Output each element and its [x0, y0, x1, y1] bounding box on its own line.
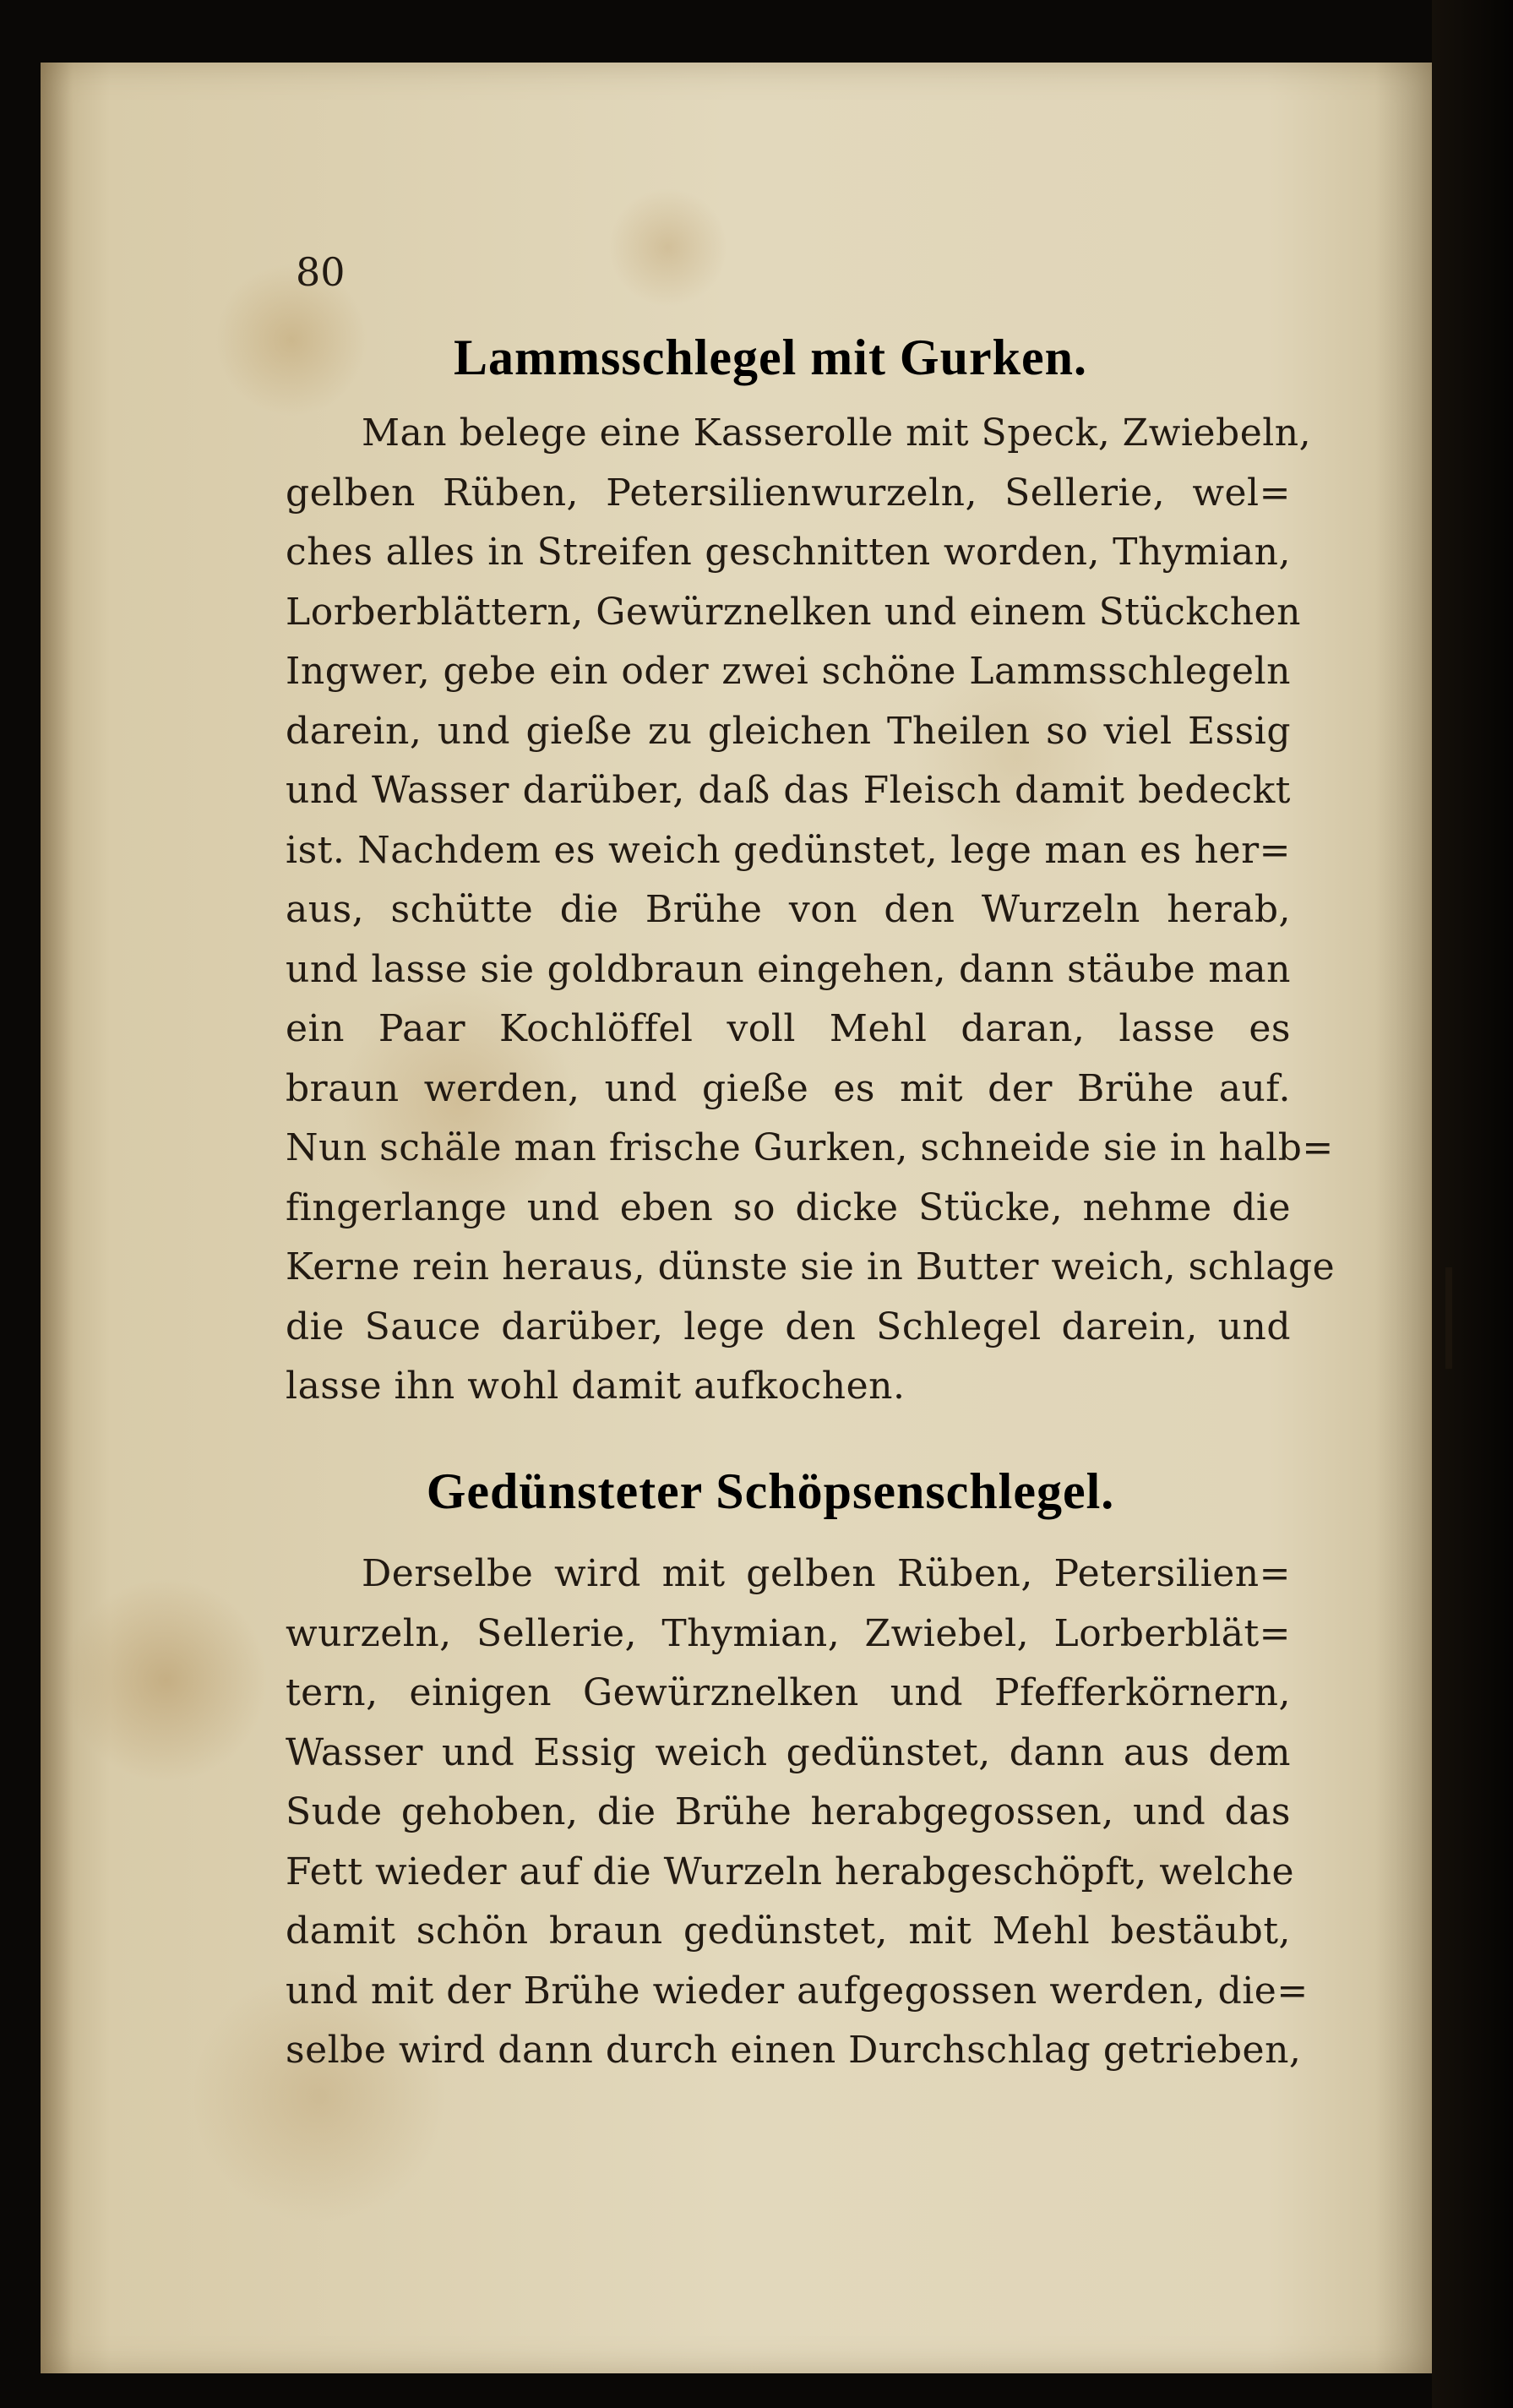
- text-line: lasse ihn wohl damit aufkochen.: [286, 1365, 906, 1408]
- recipe-text-lammsschlegel: [286, 404, 1336, 1417]
- text-line: wurzeln, Sellerie, Thymian, Zwiebel, Lorberblät=: [286, 1611, 1291, 1655]
- page-edge-shading: [1375, 63, 1434, 2373]
- text-line: ist. Nachdem es weich gedünstet, lege man es her=: [286, 828, 1291, 872]
- text-line: damit schön braun gedünstet, mit Mehl bestäubt,: [286, 1910, 1291, 1953]
- text-line: tern, einigen Gewürznelken und Pfefferkörnern,: [286, 1671, 1291, 1714]
- text-line: aus, schütte die Brühe von den Wurzeln herab,: [286, 888, 1291, 931]
- text-line: und mit der Brühe wieder aufgegossen werden, die=: [286, 1969, 1309, 2013]
- text-line: fingerlange und eben so dicke Stücke, nehme die: [286, 1185, 1291, 1229]
- recipe-heading-lammsschlegel: Lammsschlegel mit Gurken.: [454, 330, 1087, 385]
- text-line: Ingwer, gebe ein oder zwei schöne Lammsschlegeln: [286, 650, 1291, 693]
- text-line: gelben Rüben, Petersilienwurzeln, Sellerie, wel=: [286, 471, 1291, 515]
- text-line: Derselbe wird mit gelben Rüben, Petersilien=: [362, 1552, 1291, 1595]
- text-line: die Sauce darüber, lege den Schlegel darein, und: [286, 1305, 1291, 1348]
- page-gutter-shading: [41, 63, 73, 2373]
- page-edge-mark: [1445, 1267, 1452, 1369]
- recipe-text-schoepsenschlegel: [286, 1544, 1309, 2081]
- text-line: ein Paar Kochlöffel voll Mehl daran, lasse es: [286, 1007, 1291, 1050]
- text-line: Sude gehoben, die Brühe herabgegossen, und das: [286, 1790, 1291, 1833]
- text-line: Wasser und Essig weich gedünstet, dann aus dem: [286, 1730, 1291, 1774]
- text-line: Fett wieder auf die Wurzeln herabgeschöpft, welche: [286, 1850, 1295, 1893]
- text-line: ches alles in Streifen geschnitten worden, Thymian,: [286, 531, 1291, 574]
- text-line: und Wasser darüber, daß das Fleisch damit bedeckt: [286, 769, 1291, 812]
- text-line: selbe wird dann durch einen Durchschlag getrieben,: [286, 2029, 1302, 2072]
- page-number: 80: [296, 249, 346, 295]
- text-line: braun werden, und gieße es mit der Brühe auf.: [286, 1066, 1291, 1110]
- text-line: darein, und gieße zu gleichen Theilen so viel Essig: [286, 709, 1291, 753]
- text-line: und lasse sie goldbraun eingehen, dann stäube man: [286, 947, 1291, 991]
- text-line: Man belege eine Kasserolle mit Speck, Zwiebeln,: [362, 411, 1312, 455]
- recipe-heading-schoepsenschlegel: Gedünsteter Schöpsenschlegel.: [426, 1463, 1115, 1519]
- text-line: Lorberblättern, Gewürznelken und einem Stückchen: [286, 590, 1301, 634]
- text-line: Nun schäle man frische Gurken, schneide sie in halb=: [286, 1126, 1334, 1169]
- binding-shadow: [1432, 0, 1513, 2408]
- text-line: Kerne rein heraus, dünste sie in Butter weich, schlage: [286, 1245, 1336, 1288]
